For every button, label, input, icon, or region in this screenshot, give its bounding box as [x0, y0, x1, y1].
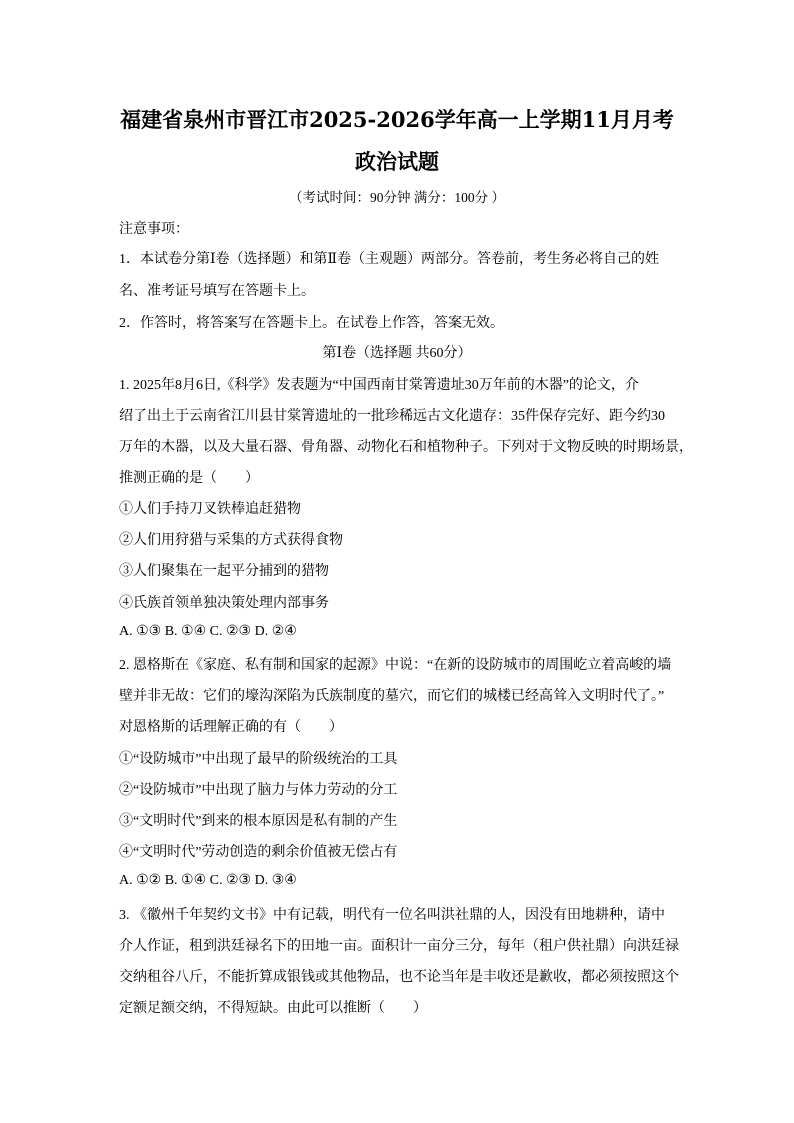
q1-stem: 推测正确的是（ ） — [119, 471, 259, 486]
notes-heading: 注意事项： — [119, 222, 189, 237]
q1-stem: 绍了出土于云南省江川县甘棠箐遗址的一批珍稀远古文化遗存：35件保存完好、距今约30 — [119, 409, 665, 424]
q1-option: ③人们聚集在一起平分捕到的猎物 — [119, 564, 329, 579]
q2-stem: 对恩格斯的话理解正确的有（ ） — [119, 720, 343, 735]
q1-option: ②人们用狩猎与采集的方式获得食物 — [119, 533, 343, 548]
q2-option: ①“设防城市”中出现了最早的阶级统治的工具 — [119, 752, 398, 767]
q2-stem: 2. 恩格斯在《家庭、私有制和国家的起源》中说：“在新的设防城市的周围屹立着高峻的墙 — [119, 658, 672, 673]
exam-subject: 政治试题 — [355, 149, 439, 174]
q2-option: ②“设防城市”中出现了脑力与体力劳动的分工 — [119, 783, 398, 798]
q1-option: ④氏族首领单独决策处理内部事务 — [119, 596, 329, 611]
notes-item-1: 1．本试卷分第Ⅰ卷（选择题）和第Ⅱ卷（主观题）两部分。答卷前，考生务必将自己的姓 — [119, 252, 660, 267]
q1-stem: 万年的木器，以及大量石器、骨角器、动物化石和植物种子。下列对于文物反映的时期场景， — [119, 440, 693, 455]
notes-item-2: 2．作答时，将答案写在答题卡上。在试卷上作答，答案无效。 — [119, 316, 504, 331]
q1-option: ①人们手持刀叉铁棒追赶猎物 — [119, 502, 301, 517]
exam-info: （考试时间：90分钟 满分：100分 ） — [289, 190, 505, 205]
q2-stem: 壁并非无故：它们的壕沟深陷为氏族制度的墓穴，而它们的城楼已经高耸入文明时代了。” — [119, 689, 665, 704]
section-heading: 第Ⅰ卷（选择题 共60分） — [322, 346, 472, 361]
q2-option: ④“文明时代”劳动创造的剩余价值被无偿占有 — [119, 845, 398, 860]
q1-stem: 1. 2025年8月6日,《科学》发表题为“中国西南甘棠箐遗址30万年前的木器”的论文，介 — [119, 378, 639, 393]
q1-answers: A. ①③ B. ①④ C. ②③ D. ②④ — [119, 624, 297, 639]
q3-stem: 3. 《徽州千年契约文书》中有记载，明代有一位名叫洪社鼎的人，因没有田地耕种，请中 — [119, 908, 665, 923]
q2-option: ③“文明时代”到来的根本原因是私有制的产生 — [119, 814, 398, 829]
q3-stem: 定额足额交纳，不得短缺。由此可以推断（ ） — [119, 1001, 427, 1016]
q3-stem: 介人作证，租到洪廷禄名下的田地一亩。面积计一亩分三分，每年（租户供社鼎）向洪廷禄 — [119, 939, 679, 954]
q3-stem: 交纳租谷八斤，不能折算成银钱或其他物品，也不论当年是丰收还是歉收，都必须按照这个 — [119, 970, 679, 985]
q2-answers: A. ①② B. ①④ C. ②③ D. ③④ — [119, 873, 297, 888]
notes-item-1-cont: 名、准考证号填写在答题卡上。 — [119, 284, 315, 299]
exam-title: 福建省泉州市晋江市2025-2026学年高一上学期11月月考 — [120, 107, 674, 132]
